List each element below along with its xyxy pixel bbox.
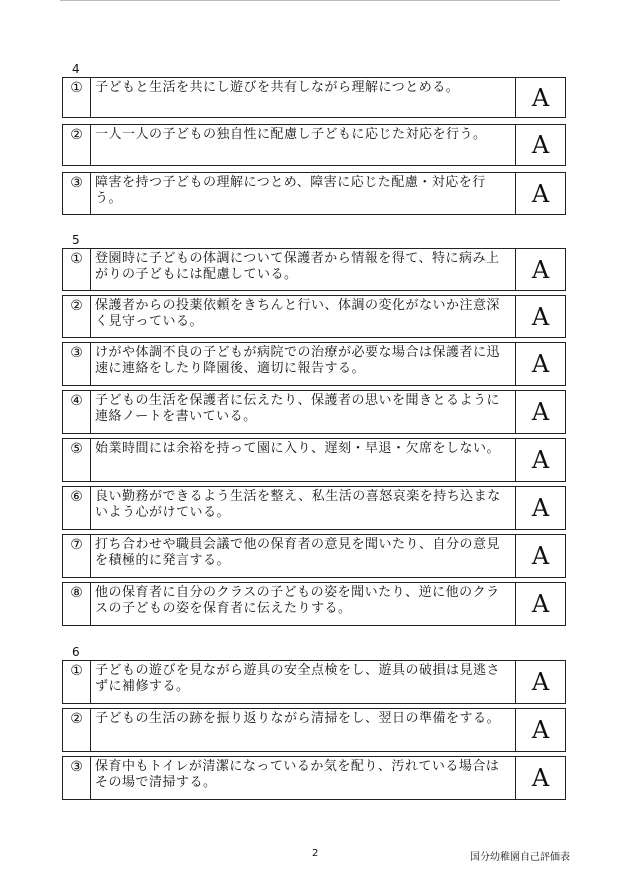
item-row: [62, 342, 566, 386]
item-grade: A: [515, 439, 565, 481]
item-number: ②: [63, 709, 91, 751]
item-text: 良い勤務ができるよう生活を整え、私生活の喜怒哀楽を持ち込まないよう心がけている。: [95, 489, 501, 520]
item-number: ③: [63, 173, 91, 214]
section-number-6: 6: [72, 645, 80, 659]
item-text: 打ち合わせや職員会議で他の保育者の意見を聞いたり、自分の意見を積極的に発言する。: [95, 537, 501, 568]
item-text: けがや体調不良の子どもが病院での治療が必要な場合は保護者に迅速に連絡をしたり降園後、適切に報告する。: [95, 345, 501, 376]
item-number: ③: [63, 757, 91, 799]
item-number: ⑤: [63, 439, 91, 481]
item-number: ②: [63, 125, 91, 165]
item-row: [62, 660, 566, 704]
item-number: ⑥: [63, 487, 91, 529]
item-grade: A: [515, 391, 565, 433]
item-row: [62, 77, 566, 118]
item-text: 他の保育者に自分のクラスの子どもの姿を聞いたり、逆に他のクラスの子どもの姿を保育者に伝えたりする。: [95, 585, 500, 616]
section-number-5: 5: [72, 233, 80, 247]
top-rule: [60, 0, 560, 1]
item-text: 始業時間には余裕を持って園に入り、遅刻・早退・欠席をしない。: [95, 441, 501, 456]
item-row: [62, 295, 566, 338]
item-row: [62, 438, 566, 482]
item-text: 保護者からの投薬依頼をきちんと行い、体調の変化がないか注意深く見守っている。: [95, 298, 501, 329]
item-text: 一人一人の子どもの独自性に配慮し子どもに応じた対応を行う。: [95, 127, 487, 142]
item-grade: A: [515, 757, 565, 799]
item-number: ①: [63, 661, 91, 703]
item-text: 障害を持つ子どもの理解につとめ、障害に応じた配慮・対応を行う。: [95, 175, 486, 206]
item-text: 子どもの生活を保護者に伝えたり、保護者の思いを聞きとるように連絡ノートを書いている。: [95, 393, 501, 424]
item-grade: A: [515, 535, 565, 577]
item-grade: A: [515, 343, 565, 385]
item-grade: A: [515, 583, 565, 625]
item-row: [62, 756, 566, 800]
item-text: 登園時に子どもの体調について保護者から情報を得て、特に病み上がりの子どもには配慮している。: [95, 251, 500, 282]
page-number: 2: [312, 848, 319, 859]
item-number: ①: [63, 249, 91, 290]
item-row: [62, 124, 566, 166]
item-number: ⑦: [63, 535, 91, 577]
item-text: 子どもの生活の跡を振り返りながら清掃をし、翌日の準備をする。: [95, 711, 501, 726]
item-row: [62, 248, 566, 291]
item-grade: A: [515, 661, 565, 703]
footer-title: 国分幼稚園自己評価表: [470, 852, 570, 863]
item-text: 子どもの遊びを見ながら遊具の安全点検をし、遊具の破損は見逃さずに補修する。: [95, 663, 501, 694]
item-grade: A: [515, 173, 565, 214]
item-row: [62, 534, 566, 578]
item-number: ③: [63, 343, 91, 385]
item-number: ①: [63, 78, 91, 117]
item-grade: A: [515, 709, 565, 751]
item-grade: A: [515, 487, 565, 529]
item-text: 保育中もトイレが清潔になっているか気を配り、汚れている場合はその場で清掃する。: [95, 759, 500, 790]
item-row: [62, 390, 566, 434]
item-number: ④: [63, 391, 91, 433]
section-number-4: 4: [72, 62, 80, 76]
item-number: ②: [63, 296, 91, 337]
item-number: ⑧: [63, 583, 91, 625]
item-row: [62, 582, 566, 626]
item-grade: A: [515, 78, 565, 117]
item-row: [62, 486, 566, 530]
item-grade: A: [515, 249, 565, 290]
item-text: 子どもと生活を共にし遊びを共有しながら理解につとめる。: [95, 80, 460, 95]
item-row: [62, 708, 566, 752]
item-row: [62, 172, 566, 215]
item-grade: A: [515, 296, 565, 337]
item-grade: A: [515, 125, 565, 165]
